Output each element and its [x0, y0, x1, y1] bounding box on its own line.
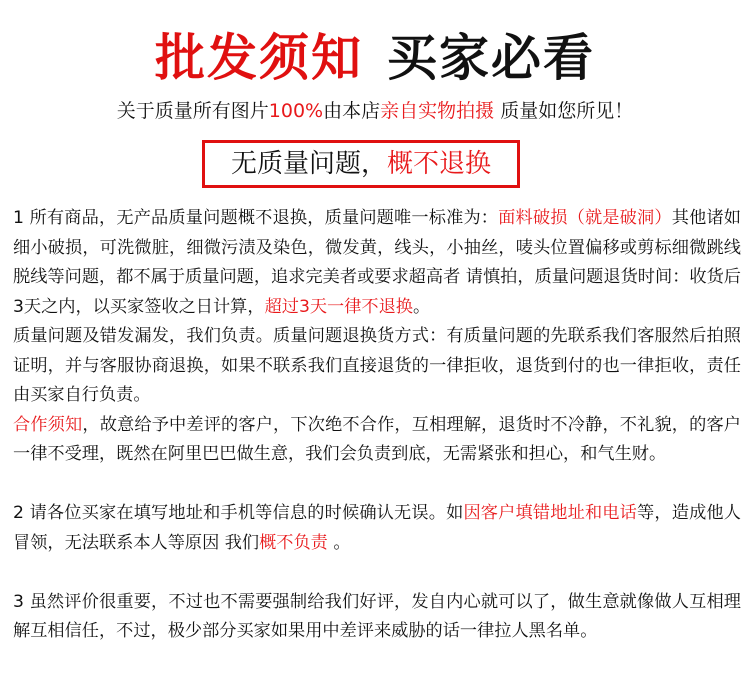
- p4-c: 等，造成他人冒领，无法联系本人等原因 我们: [13, 503, 741, 553]
- subtitle-c: 由本店: [323, 100, 381, 122]
- policy-errors-paragraph: 质量问题及错发漏发，我们负责。质量问题退换货方式：有质量问题的先联系我们客服然后拍照证明，并与客服协商退换，如果不联系我们直接退货的一律拒收，退货到付的也一律拒收，责任由买家自行负责。: [13, 326, 741, 405]
- notice-black-text: 无质量问题，: [230, 149, 387, 179]
- p4-a: 2 请各位买家在填写地址和手机等信息的时候确认无误。如: [13, 503, 464, 523]
- cooperation-label: 合作须知: [13, 414, 83, 435]
- subtitle-highlight: 亲自实物拍摄: [380, 100, 495, 122]
- policy-item-2: [13, 499, 741, 558]
- title-black-part: 买家必看: [387, 29, 595, 87]
- notice-red-text: 概不退换: [387, 149, 492, 179]
- p1-c: 其他诸如细小破损，可洗微脏，细微污渍及染色，微发黄，线头，小抽丝，唛头位置偏移或剪标细微跳线脱线等问题，都不属于质量问题，追求完美者或要求超高者 请慎拍，质量问题退货时间：收货后3天之内，以买家签收之日计算，: [13, 208, 741, 317]
- subtitle-e: 质量如您所见！: [494, 100, 634, 122]
- cooperation-paragraph: [13, 411, 741, 470]
- p4-not-responsible: 概不负责: [259, 532, 328, 553]
- cooperation-text: ，故意给予中差评的客户，下次绝不合作，互相理解，退货时不冷静，不礼貌，的客户一律不受理，既然在阿里巴巴做生意，我们会负责到底，无需紧张和担心，和气生财。: [13, 414, 741, 464]
- subtitle: [0, 96, 750, 123]
- p1-deadline: 超过3天一律不退换: [264, 296, 413, 317]
- spacer: [13, 558, 741, 588]
- no-return-notice-box: [202, 140, 520, 188]
- policy-item-1: [13, 204, 741, 322]
- subtitle-a: 关于质量所有图片: [116, 100, 269, 122]
- p1-e: 。: [413, 296, 431, 317]
- subtitle-percent: 100%: [268, 100, 324, 122]
- p1-highlight: 面料破损（就是破洞）: [498, 208, 672, 228]
- policy-content: [13, 204, 741, 647]
- spacer: [13, 470, 741, 500]
- page-title: [0, 18, 750, 90]
- title-red-part: 批发须知: [155, 29, 363, 87]
- policy-item-3: 3 虽然评价很重要，不过也不需要强制给我们好评，发自内心就可以了，做生意就像做人互相理解互相信任，不过，极少部分买家如果用中差评来威胁的话一律拉人黑名单。: [13, 591, 741, 641]
- p4-highlight: 因客户填错地址和电话: [463, 503, 638, 523]
- p4-e: 。: [327, 532, 351, 553]
- p1-a: 1 所有商品，无产品质量问题概不退换，质量问题唯一标准为：: [13, 208, 499, 228]
